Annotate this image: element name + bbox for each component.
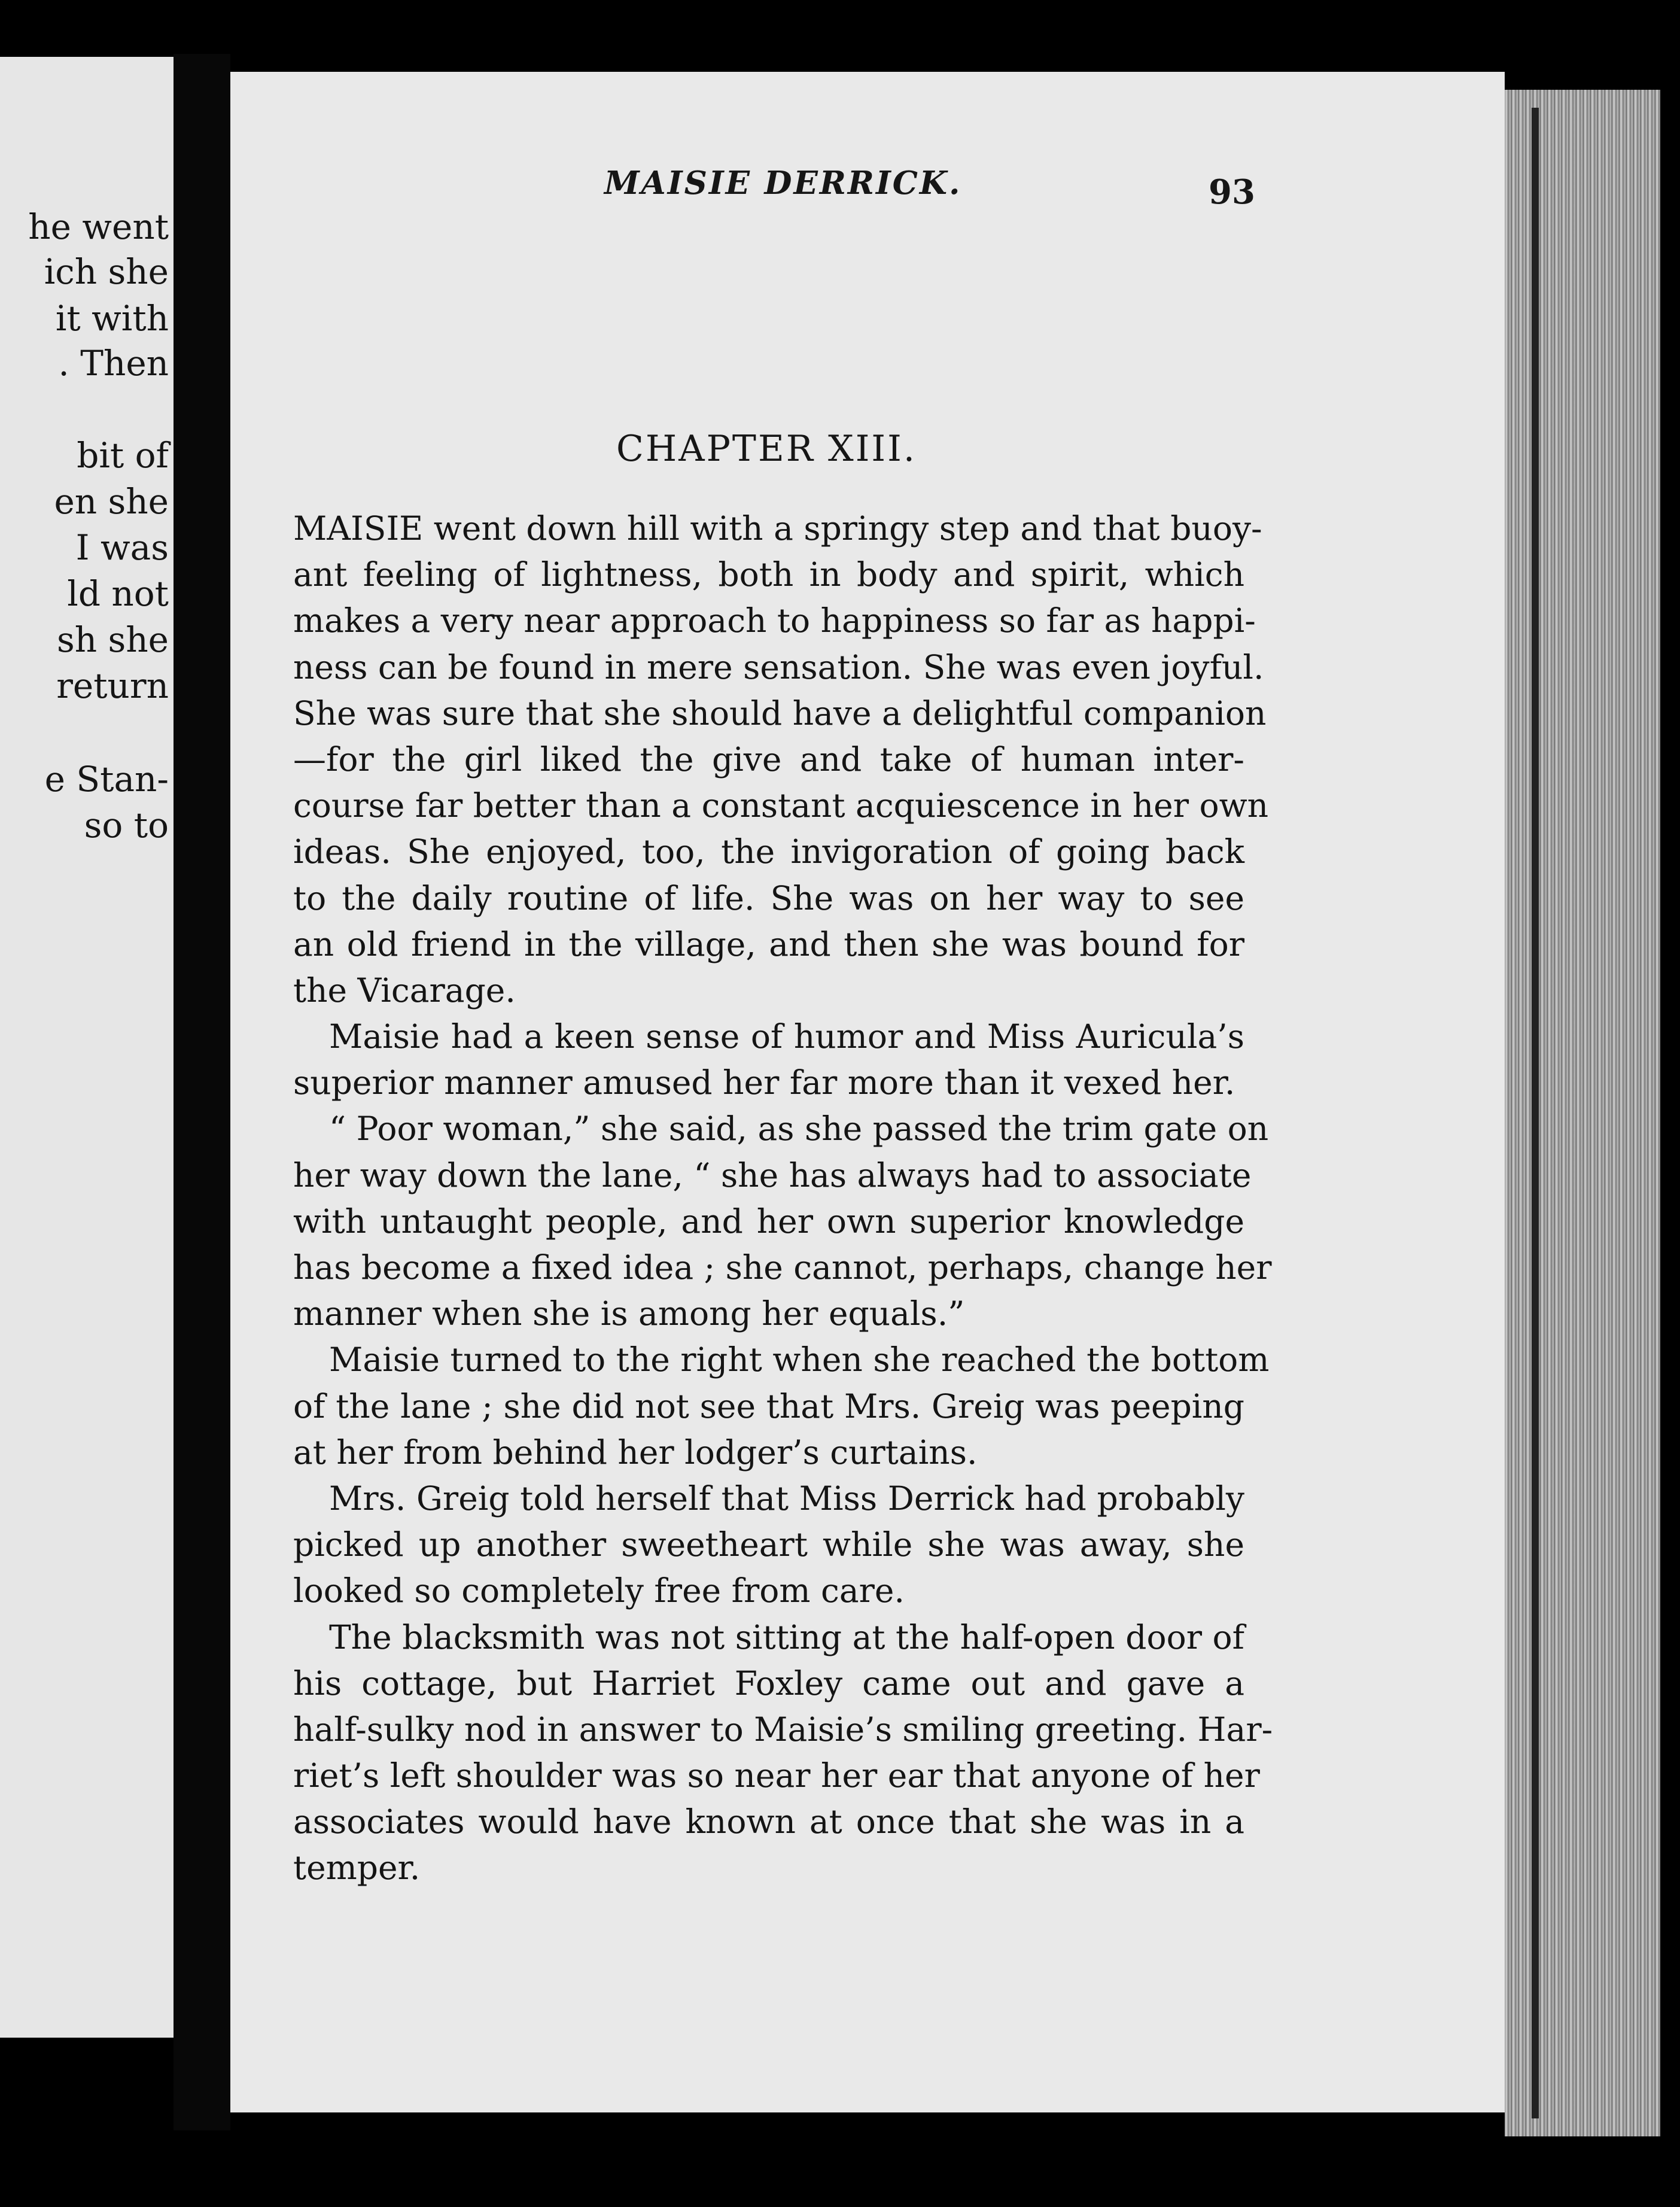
text-line: Maisie turned to the right when she reached the bottom	[329, 1340, 1270, 1379]
chapter-title: CHAPTER XIII.	[616, 428, 917, 470]
text-line: Maisie had a keen sense of humor and Miss Auricula’s	[329, 1017, 1244, 1056]
text-line: —for the girl liked the give and take of human inter-	[293, 740, 1244, 779]
text-line: riet’s left shoulder was so near her ear that anyone of her	[293, 1756, 1260, 1795]
page-number: 93	[1209, 172, 1255, 212]
text-line: looked so completely free from care.	[293, 1571, 905, 1610]
text-line: her way down the lane, “ she has always had to associate	[293, 1156, 1252, 1194]
text-line: course far better than a constant acquiescence in her own	[293, 786, 1269, 825]
text-line: of the lane ; she did not see that Mrs. Greig was peeping	[293, 1387, 1244, 1425]
text-line: Mrs. Greig told herself that Miss Derrick had probably	[329, 1479, 1244, 1518]
facing-page-fragment: bit of	[77, 435, 169, 476]
text-line: MAISIE went down hill with a springy step and that buoy-	[293, 509, 1262, 548]
facing-page-fragment: sh she	[57, 619, 169, 660]
facing-page-fragment: ich she	[44, 251, 169, 292]
text-line: an old friend in the village, and then she was bound for	[293, 925, 1244, 963]
text-line: “ Poor woman,” she said, as she passed the trim gate on	[329, 1109, 1269, 1148]
running-title: MAISIE DERRICK.	[604, 165, 962, 202]
facing-page-fragment: I was	[75, 527, 169, 568]
text-line: ideas. She enjoyed, too, the invigoration of going back	[293, 832, 1244, 871]
text-line: the Vicarage.	[293, 971, 516, 1010]
text-line: makes a very near approach to happiness so far as happi-	[293, 601, 1256, 640]
text-line: at her from behind her lodger’s curtains.	[293, 1433, 978, 1472]
facing-page-fragment: en she	[54, 481, 169, 522]
text-line: has become a fixed idea ; she cannot, perhaps, change her	[293, 1248, 1272, 1287]
text-line: his cottage, but Harriet Foxley came out and gave a	[293, 1664, 1244, 1703]
text-line: superior manner amused her far more than it vexed her.	[293, 1063, 1235, 1102]
facing-page	[0, 57, 174, 2038]
text-line: half-sulky nod in answer to Maisie’s smiling greeting. Har-	[293, 1710, 1273, 1749]
text-line: picked up another sweetheart while she was away, she	[293, 1525, 1244, 1564]
facing-page-fragment: ld not	[67, 573, 169, 614]
facing-page-fragment: he went	[28, 206, 169, 247]
body-text	[293, 506, 1273, 1892]
page-edges	[1505, 90, 1660, 2136]
text-line: with untaught people, and her own superior knowledge	[293, 1202, 1244, 1241]
text-line: She was sure that she should have a delightful companion	[293, 694, 1267, 732]
facing-page-fragment: return	[56, 665, 169, 706]
facing-page-fragment: e Stan-	[44, 759, 169, 799]
text-line: associates would have known at once that she was in a	[293, 1802, 1244, 1841]
facing-page-fragment: it with	[55, 298, 169, 339]
page-edges-shadow	[1532, 108, 1539, 2118]
text-line: ness can be found in mere sensation. She was even joyful.	[293, 647, 1264, 686]
text-line: manner when she is among her equals.”	[293, 1294, 965, 1333]
text-line: to the daily routine of life. She was on her way to see	[293, 878, 1244, 917]
text-line: temper.	[293, 1849, 421, 1887]
text-line: The blacksmith was not sitting at the half-open door of	[329, 1618, 1244, 1656]
book-gutter	[174, 54, 230, 2130]
text-line: ant feeling of lightness, both in body and spirit, which	[293, 555, 1244, 594]
facing-page-fragment: . Then	[58, 343, 169, 384]
facing-page-fragment: so to	[84, 805, 169, 846]
